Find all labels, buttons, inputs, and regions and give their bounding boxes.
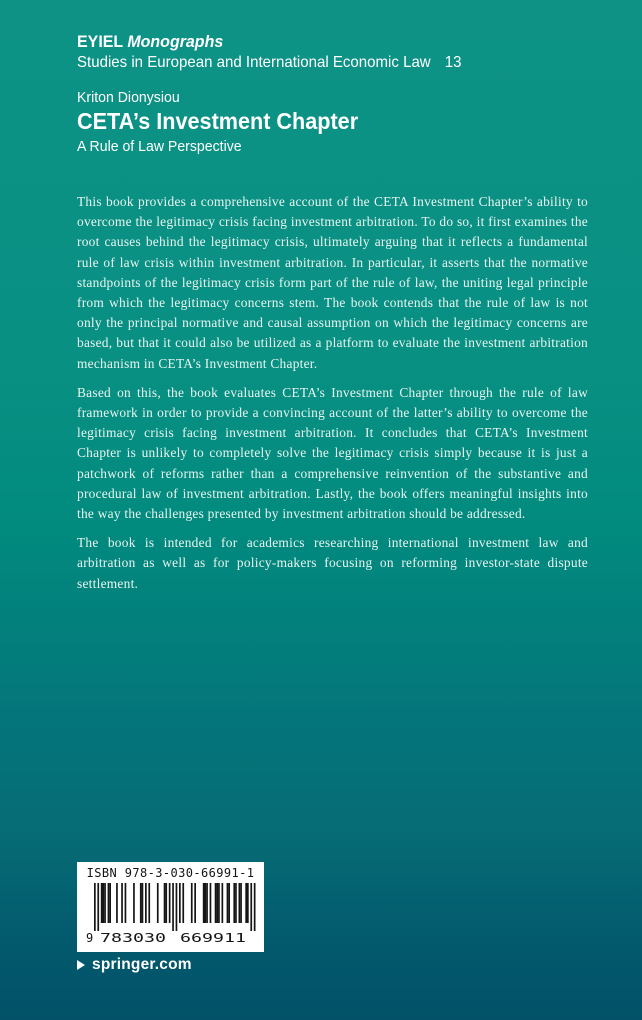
isbn-number: ISBN 978-3-030-66991-1 bbox=[86, 866, 255, 880]
series-acronym: EYIEL bbox=[77, 32, 123, 51]
cover-header bbox=[77, 0, 588, 156]
springer-arrow-icon bbox=[77, 960, 85, 970]
blurb-paragraph-3: The book is intended for academics researching international investment law and arbitration as well as for policy-makers focusing on reforming investor-state dispute settlement. bbox=[77, 535, 588, 591]
back-cover-blurb bbox=[77, 192, 588, 594]
series-monographs-label: Monographs bbox=[127, 32, 224, 51]
series-subtitle: Studies in European and International Economic Law bbox=[77, 54, 431, 71]
isbn-barcode bbox=[77, 862, 264, 952]
author-name: Kriton Dionysiou bbox=[77, 89, 180, 106]
blurb-paragraph-1: This book provides a comprehensive account of the CETA Investment Chapter’s ability to overcome the legitimacy crisis facing investment arbitration. To do so, it first examines the root causes behind the legitimacy crisis, ultimately arguing that it reflects a fundamental rule of law crisis within investment arbitration. In particular, it asserts that the normative standpoints of the legitimacy crisis form part of the rule of law, the uniting legal principle from which the legitimacy concerns stem. The book contends that the rule of law is not only the principal normative and causal assumption on which the legitimacy concerns are based, but that it could also be utilized as a platform to evaluate the investment arbitration mechanism in CETA’s Investment Chapter. bbox=[77, 194, 588, 371]
blurb-paragraph-2: Based on this, the book evaluates CETA’s Investment Chapter through the rule of law framework in order to provide a convincing account of the latter’s ability to overcome the legitimacy crisis facing investment arbitration. It concludes that CETA’s Investment Chapter is unlikely to completely solve the legitimacy crisis simply because it is just a patchwork of reforms rather than a comprehensive reinvention of the substantive and procedural law of investment arbitration. Lastly, the book offers meaningful insights into the way the challenges presented by investment arbitration should be addressed. bbox=[77, 384, 588, 522]
svg-text:9: 9 bbox=[85, 931, 93, 944]
svg-text:783030: 783030 bbox=[99, 931, 166, 944]
book-title: CETA’s Investment Chapter bbox=[77, 108, 359, 134]
publisher-footer bbox=[77, 956, 192, 974]
publisher-website: springer.com bbox=[92, 956, 192, 973]
ean13-barcode-bars bbox=[86, 883, 256, 944]
svg-text:669911: 669911 bbox=[179, 931, 246, 944]
series-subtitle-line bbox=[77, 53, 557, 73]
series-name bbox=[77, 31, 557, 52]
book-subtitle: A Rule of Law Perspective bbox=[77, 138, 242, 155]
series-volume: 13 bbox=[444, 54, 462, 71]
